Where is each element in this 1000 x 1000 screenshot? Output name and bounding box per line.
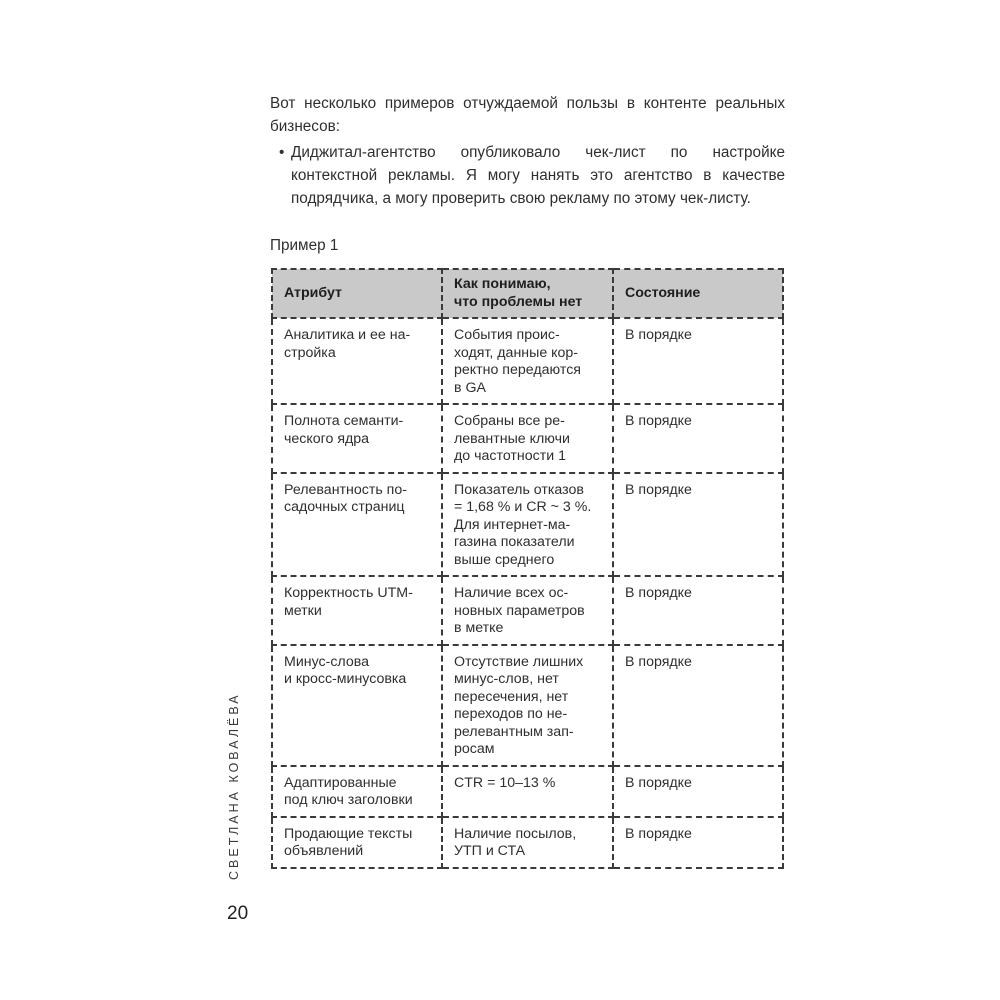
criterion-cell: Наличие всех ос- новных параметров в метке xyxy=(442,576,613,645)
status-cell: В порядке xyxy=(613,473,783,577)
table-row xyxy=(272,817,783,868)
attribute-cell: Релевантность по- садочных страниц xyxy=(272,473,442,577)
table-caption: Пример 1 xyxy=(270,237,339,254)
attribute-cell: Аналитика и ее на- стройка xyxy=(272,318,442,404)
table-row xyxy=(272,404,783,473)
attribute-cell: Полнота семанти- ческого ядра xyxy=(272,404,442,473)
header-attribute: Атрибут xyxy=(272,269,442,318)
table-header-row xyxy=(272,269,783,318)
attribute-cell: Продающие тексты объявлений xyxy=(272,817,442,868)
status-cell: В порядке xyxy=(613,817,783,868)
attribute-cell: Корректность UTM- метки xyxy=(272,576,442,645)
criterion-cell: CTR = 10–13 % xyxy=(442,766,613,817)
attribute-cell: Минус-слова и кросс-минусовка xyxy=(272,645,442,766)
criterion-cell: Отсутствие лишних минус-слов, нет пересечения, нет переходов по не- релевантным зап- росам xyxy=(442,645,613,766)
header-criterion: Как понимаю, что проблемы нет xyxy=(442,269,613,318)
attribute-cell: Адаптированные под ключ заголовки xyxy=(272,766,442,817)
intro-paragraph: Вот несколько примеров отчуждаемой пользы в контенте реальных бизнесов: xyxy=(270,95,785,135)
status-cell: В порядке xyxy=(613,645,783,766)
criterion-cell: Показатель отказов = 1,68 % и CR ~ 3 %. Для интернет-ма- газина показатели выше среднего xyxy=(442,473,613,577)
table-row xyxy=(272,766,783,817)
status-cell: В порядке xyxy=(613,766,783,817)
table-row xyxy=(272,645,783,766)
table-row xyxy=(272,318,783,404)
status-cell: В порядке xyxy=(613,576,783,645)
running-head-author: СВЕТЛАНА КОВАЛЁВА xyxy=(227,692,241,880)
status-cell: В порядке xyxy=(613,404,783,473)
criterion-cell: Собраны все ре- левантные ключи до частотности 1 xyxy=(442,404,613,473)
table-row xyxy=(272,473,783,577)
bullet-marker: • xyxy=(279,144,285,161)
checklist-table xyxy=(271,268,784,869)
criterion-cell: События проис- ходят, данные кор- ректно передаются в GA xyxy=(442,318,613,404)
status-cell: В порядке xyxy=(613,318,783,404)
criterion-cell: Наличие посылов, УТП и СТА xyxy=(442,817,613,868)
page-number: 20 xyxy=(227,903,249,924)
header-status: Состояние xyxy=(613,269,783,318)
bullet-item xyxy=(279,141,785,210)
table-row xyxy=(272,576,783,645)
bullet-text: Диджитал-агентство опубликовало чек-лист по настройке контекстной рекламы. Я могу нанять это агентство в качестве подрядчика, а могу проверить свою рекламу по этому чек-листу. xyxy=(291,144,785,207)
